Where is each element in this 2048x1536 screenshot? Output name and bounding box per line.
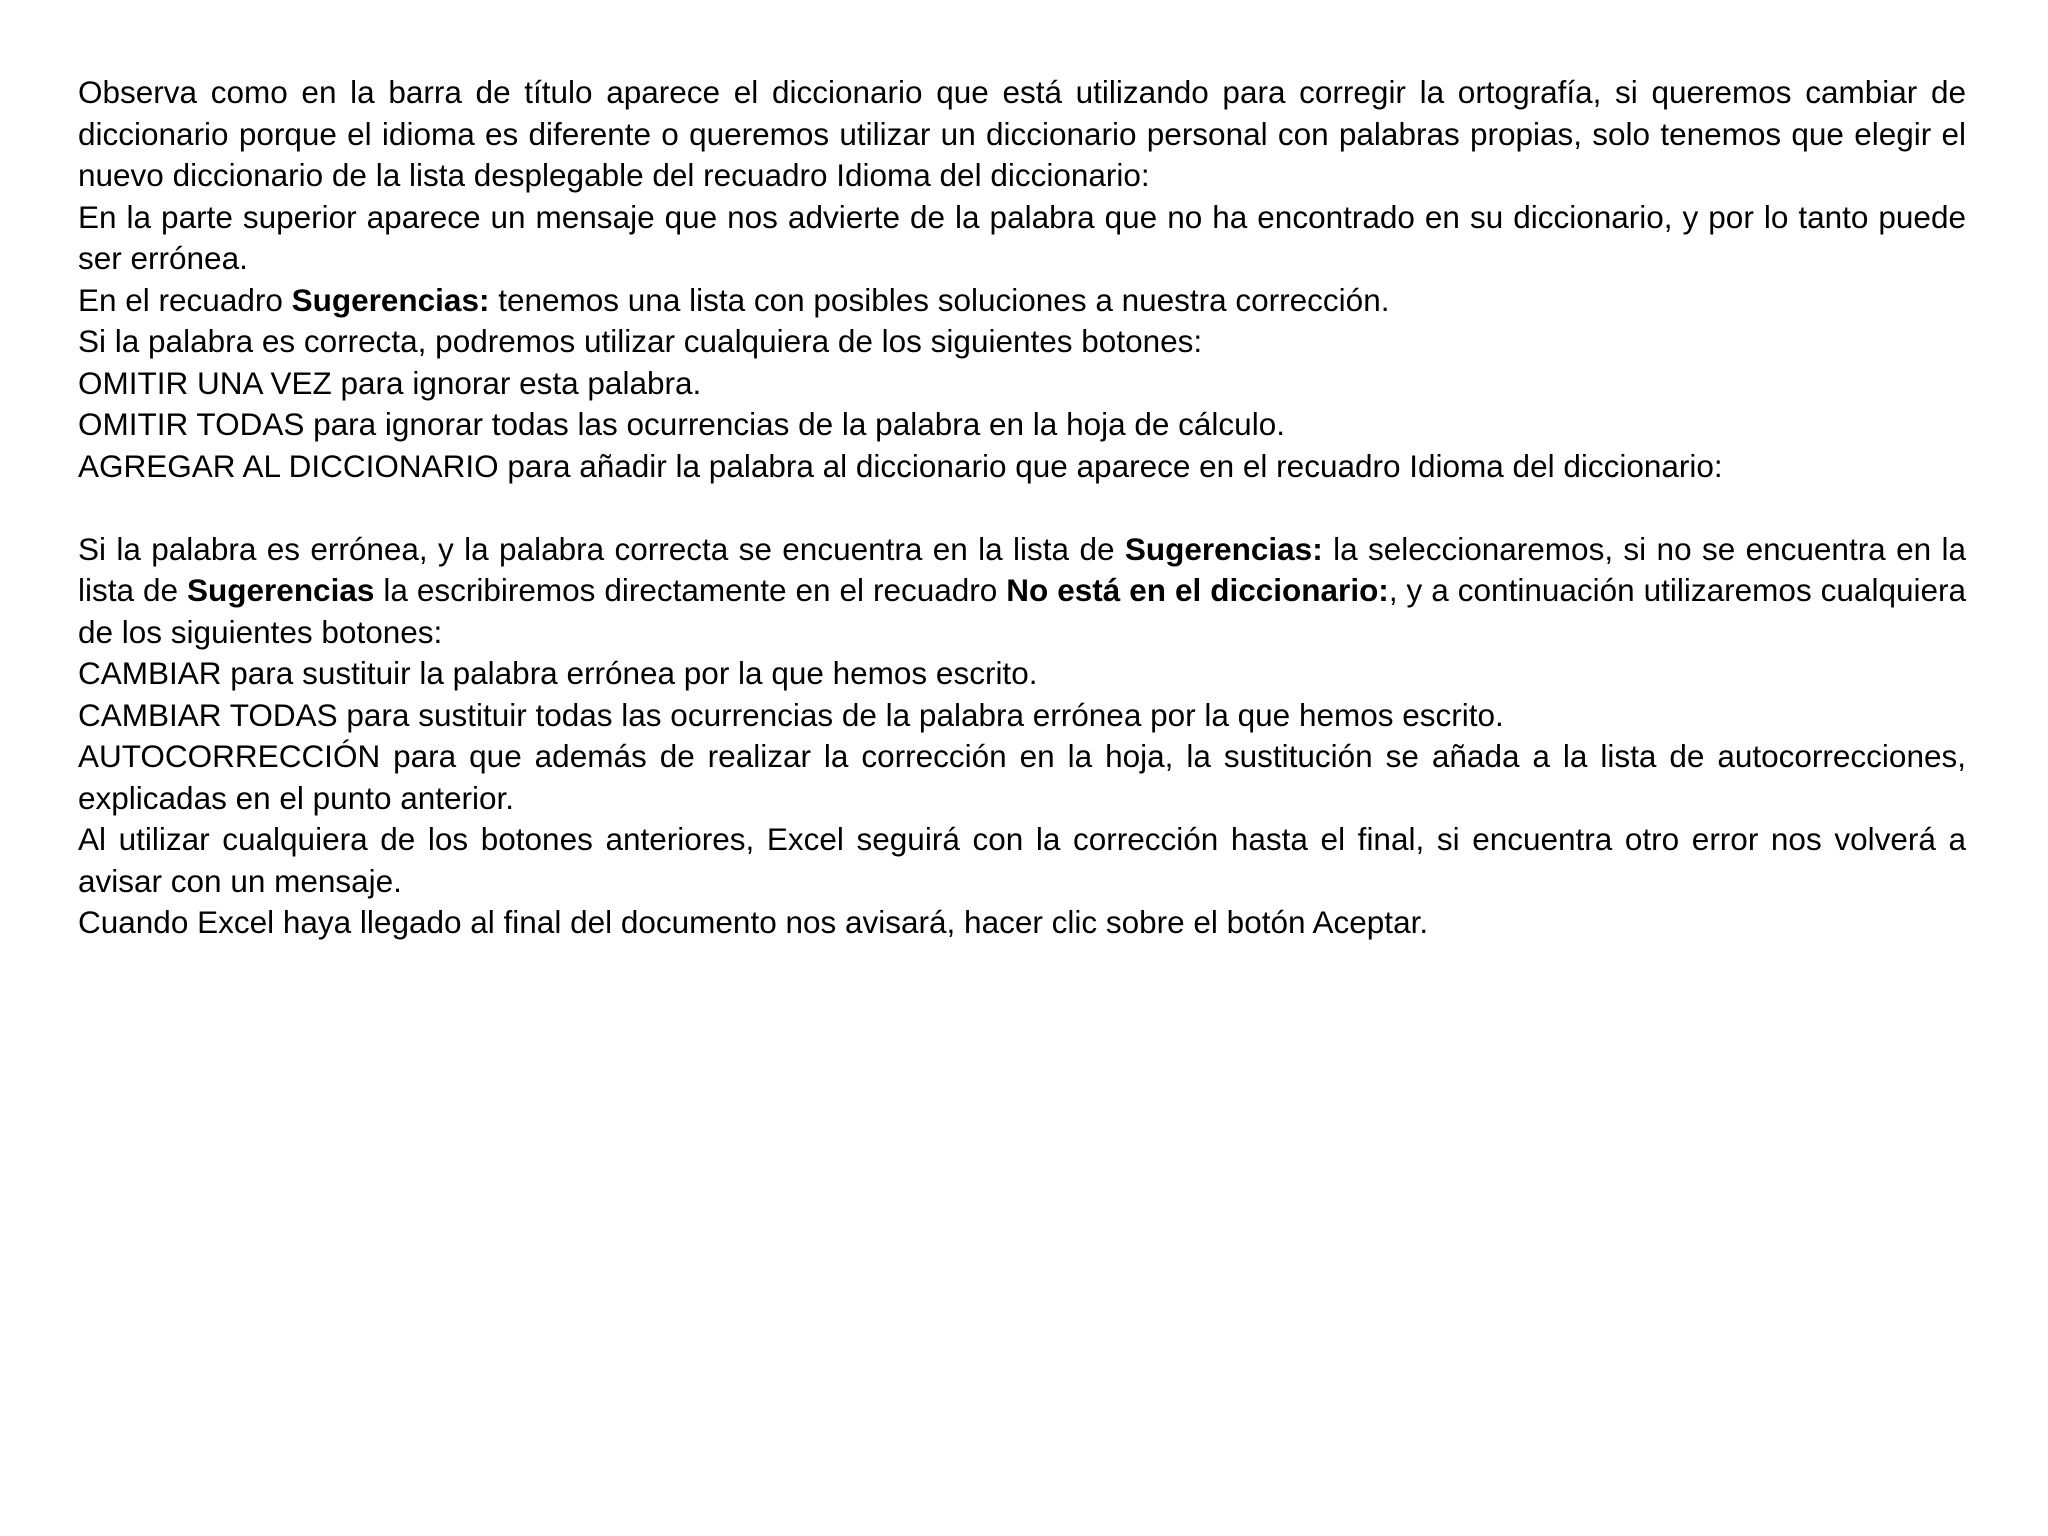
text-fragment: la seleccionaremos, si no se encuentra en la lista de bbox=[78, 530, 1966, 608]
paragraph-spacer bbox=[78, 487, 1966, 529]
paragraph-dictionary-title: Observa como en la barra de título aparece el diccionario que está utilizando para corregir la ortografía, si queremos cambiar de diccionario porque el idioma es diferente o queremos utilizar un diccionario personal con palabras propias, solo tenemos que elegir el nuevo diccionario de la lista desplegable del recuadro Idioma del diccionario: bbox=[78, 74, 1966, 193]
bold-term-suggestions: Sugerencias: bbox=[1124, 530, 1323, 567]
bold-term-suggestions-2: Sugerencias bbox=[187, 572, 375, 608]
text-fragment: , y a continuación utilizaremos cualquiera de los siguientes botones: bbox=[78, 572, 1967, 650]
paragraph-autocorrect: AUTOCORRECCIÓN para que además de realizar la corrección en la hoja, la sustitución se añada a la lista de autocorrecciones, explicadas en el punto anterior. bbox=[78, 738, 1966, 816]
paragraph-word-wrong bbox=[78, 529, 1966, 654]
paragraph-add-dictionary: AGREGAR AL DICCIONARIO para añadir la palabra al diccionario que aparece en el recuadro Idioma del diccionario: bbox=[78, 447, 1723, 484]
paragraph-continue-correction: Al utilizar cualquiera de los botones anteriores, Excel seguirá con la corrección hasta el final, si encuentra otro error nos volverá a avisar con un mensaje. bbox=[78, 821, 1966, 899]
bold-term-not-in-dictionary: No está en el diccionario: bbox=[1006, 572, 1389, 608]
paragraph-omit-once: OMITIR UNA VEZ para ignorar esta palabra. bbox=[78, 364, 702, 401]
paragraph-omit-all: OMITIR TODAS para ignorar todas las ocurrencias de la palabra en la hoja de cálculo. bbox=[78, 406, 1285, 442]
text-fragment: Si la palabra es errónea, y la palabra correcta se encuentra en la lista de bbox=[78, 530, 1125, 567]
text-fragment: la escribiremos directamente en el recuadro bbox=[374, 572, 1007, 608]
text-fragment: En el recuadro bbox=[78, 281, 292, 318]
paragraph-change: CAMBIAR para sustituir la palabra errónea por la que hemos escrito. bbox=[78, 655, 1038, 691]
bold-term-suggestions: Sugerencias: bbox=[291, 281, 490, 318]
paragraph-suggestions-box bbox=[78, 280, 1966, 322]
paragraph-word-correct: Si la palabra es correcta, podremos utilizar cualquiera de los siguientes botones: bbox=[78, 323, 1203, 359]
paragraph-top-message: En la parte superior aparece un mensaje que nos advierte de la palabra que no ha encontrado en su diccionario, y por lo tanto puede ser errónea. bbox=[78, 198, 1966, 276]
paragraph-end-document: Cuando Excel haya llegado al final del documento nos avisará, hacer clic sobre el botón Aceptar. bbox=[78, 904, 1429, 940]
text-fragment: tenemos una lista con posibles soluciones a nuestra corrección. bbox=[489, 281, 1390, 318]
paragraph-change-all: CAMBIAR TODAS para sustituir todas las ocurrencias de la palabra errónea por la que hemos escrito. bbox=[78, 696, 1504, 733]
document-body bbox=[78, 72, 1966, 944]
